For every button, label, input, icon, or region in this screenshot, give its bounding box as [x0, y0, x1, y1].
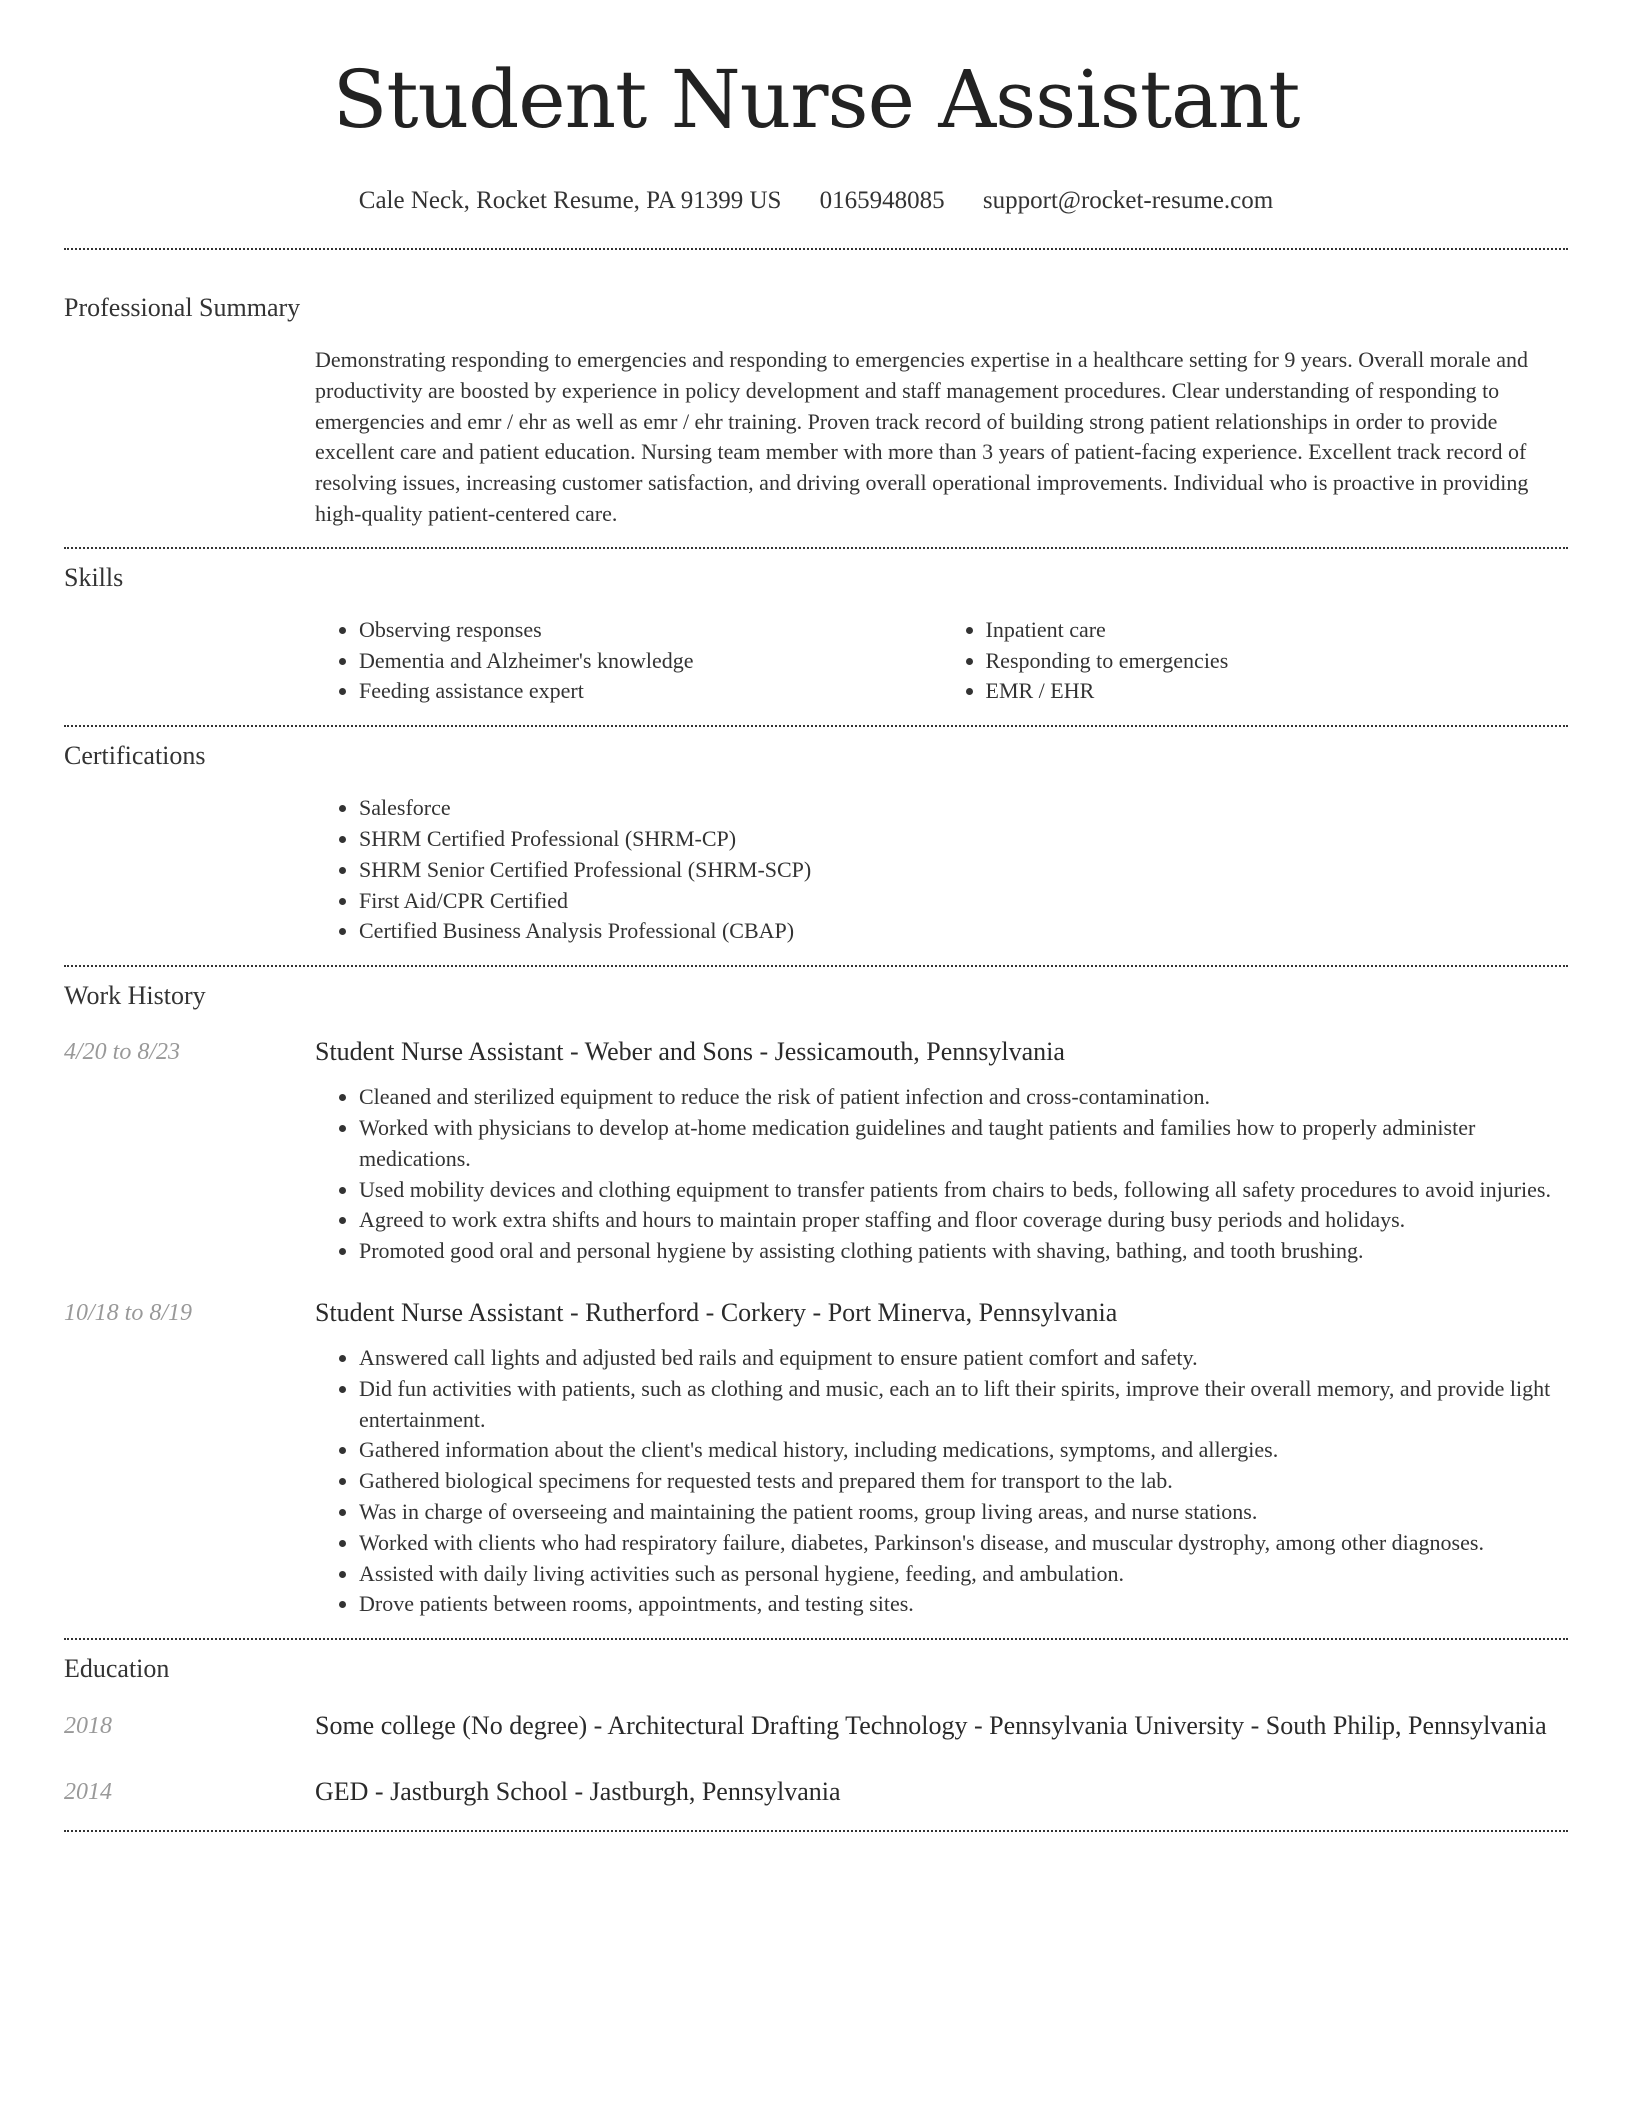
skills-list-left — [315, 615, 942, 707]
education-details: GED - Jastburgh School - Jastburgh, Pennsylvania — [315, 1777, 841, 1807]
education-year: 2014 — [64, 1779, 112, 1806]
summary-text: Demonstrating responding to emergencies and responding to emergencies expertise in a healthcare setting for 9 years. Overall morale and productivity are boosted by experience in policy development and staff management procedures. Clear understanding of responding to emergencies and emr / ehr as well as emr / ehr training. Proven track record of building strong patient relationships in order to provide excellent care and patient education. Nursing team member with more than 3 years of patient-facing experience. Excellent track record of resolving issues, increasing customer satisfaction, and driving overall operational improvements. Individual who is proactive in providing high-quality patient-centered care. — [315, 347, 1529, 526]
skills-list-right — [942, 615, 1569, 707]
job-dates: 4/20 to 8/23 — [64, 1039, 181, 1066]
education-section — [64, 1652, 1568, 1810]
certifications-heading: Certifications — [64, 741, 206, 771]
job-bullet: • Promoted good oral and personal hygiene by assisting clothing patients with shaving, bathing, and tooth brushing. — [359, 1236, 1568, 1267]
job-heading: Student Nurse Assistant - Weber and Sons - Jessicamouth, Pennsylvania — [315, 1037, 1065, 1067]
summary-section — [64, 291, 1568, 530]
job-bullet: • Agreed to work extra shifts and hours to maintain proper staffing and floor coverage during busy periods and holidays. — [359, 1205, 1568, 1236]
section-divider — [64, 965, 1568, 967]
skill-item: • Feeding assistance expert — [359, 676, 942, 707]
skills-grid — [315, 615, 1568, 707]
contact-line — [0, 184, 1632, 218]
section-divider — [64, 1638, 1568, 1640]
certifications-body — [315, 793, 1568, 947]
education-entry — [64, 1708, 1568, 1744]
education-heading: Education — [64, 1654, 170, 1684]
job-entry — [64, 1295, 1568, 1620]
education-details: Some college (No degree) - Architectural Drafting Technology - Pennsylvania University - South Philip, Pennsylvania — [315, 1711, 1547, 1741]
section-divider — [64, 547, 1568, 549]
certifications-list — [315, 793, 1568, 947]
contact-phone: 0165948085 — [819, 187, 945, 214]
certification-item: • First Aid/CPR Certified — [359, 886, 1568, 917]
contact-email: support@rocket-resume.com — [982, 187, 1274, 214]
summary-heading: Professional Summary — [64, 293, 301, 322]
certification-item: • Certified Business Analysis Professional (CBAP) — [359, 916, 1568, 947]
job-bullet: • Gathered biological specimens for requested tests and prepared them for transport to the lab. — [359, 1466, 1568, 1497]
skills-section — [64, 561, 1568, 707]
job-bullet: • Worked with clients who had respiratory failure, diabetes, Parkinson's disease, and muscular dystrophy, among other diagnoses. — [359, 1528, 1568, 1559]
section-divider — [64, 1830, 1568, 1832]
certifications-section — [64, 739, 1568, 947]
candidate-name: Student Nurse Assistant — [332, 53, 1300, 146]
job-details — [315, 1295, 1568, 1620]
job-bullets — [315, 1343, 1568, 1620]
skill-item: • EMR / EHR — [986, 676, 1569, 707]
job-bullets — [315, 1082, 1568, 1267]
job-entry — [64, 1034, 1568, 1267]
job-bullet: • Answered call lights and adjusted bed rails and equipment to ensure patient comfort and safety. — [359, 1343, 1568, 1374]
skill-item: • Inpatient care — [986, 615, 1569, 646]
job-bullet: • Worked with physicians to develop at-home medication guidelines and taught patients and families how to properly administer medications. — [359, 1113, 1568, 1175]
education-year: 2018 — [64, 1713, 112, 1740]
job-bullet: • Cleaned and sterilized equipment to reduce the risk of patient infection and cross-contamination. — [359, 1082, 1568, 1113]
job-details — [315, 1034, 1568, 1267]
education-entry — [64, 1774, 1568, 1810]
skills-heading: Skills — [64, 562, 124, 592]
job-bullet: • Assisted with daily living activities such as personal hygiene, feeding, and ambulation. — [359, 1559, 1568, 1590]
job-heading: Student Nurse Assistant - Rutherford - Corkery - Port Minerva, Pennsylvania — [315, 1297, 1118, 1327]
certification-item: • Salesforce — [359, 793, 1568, 824]
work-history-section — [64, 979, 1568, 1620]
contact-address: Cale Neck, Rocket Resume, PA 91399 US — [358, 187, 782, 214]
skill-item: • Observing responses — [359, 615, 942, 646]
certification-item: • SHRM Senior Certified Professional (SHRM-SCP) — [359, 855, 1568, 886]
skill-item: • Dementia and Alzheimer's knowledge — [359, 646, 942, 677]
job-bullet: • Did fun activities with patients, such as clothing and music, each an to lift their spirits, improve their overall memory, and provide light entertainment. — [359, 1374, 1568, 1436]
certification-item: • SHRM Certified Professional (SHRM-CP) — [359, 824, 1568, 855]
job-dates: 10/18 to 8/19 — [64, 1299, 193, 1326]
job-bullet: • Used mobility devices and clothing equipment to transfer patients from chairs to beds, following all safety procedures to avoid injuries. — [359, 1175, 1568, 1206]
job-bullet: • Was in charge of overseeing and maintaining the patient rooms, group living areas, and nurse stations. — [359, 1497, 1568, 1528]
section-divider — [64, 248, 1568, 250]
skill-item: • Responding to emergencies — [986, 646, 1569, 677]
job-bullet: • Drove patients between rooms, appointments, and testing sites. — [359, 1589, 1568, 1620]
summary-body — [315, 345, 1568, 530]
work-history-heading: Work History — [64, 981, 206, 1011]
resume-header — [0, 0, 1632, 218]
job-bullet: • Gathered information about the client's medical history, including medications, symptoms, and allergies. — [359, 1435, 1568, 1466]
section-divider — [64, 725, 1568, 727]
